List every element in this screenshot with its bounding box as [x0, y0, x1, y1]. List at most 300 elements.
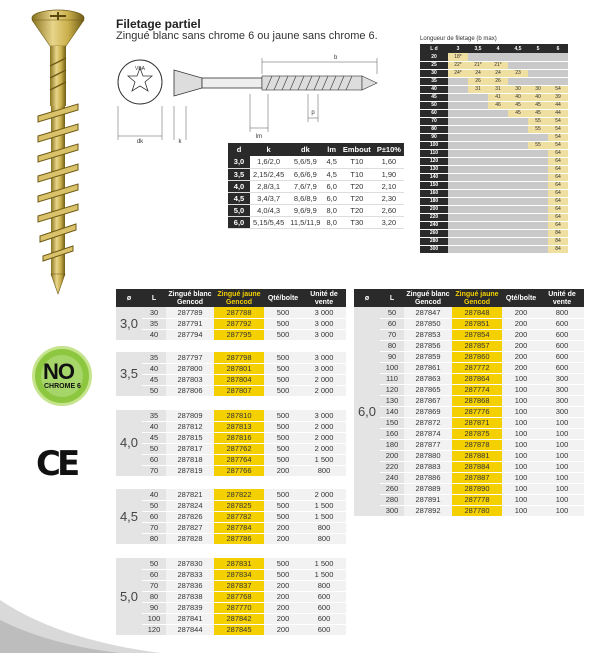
grid-row: [420, 213, 568, 221]
label-k: k: [178, 139, 182, 145]
grid-cell: [468, 237, 488, 245]
product-cell: 100: [540, 439, 584, 450]
grid-cell: [448, 101, 468, 109]
product-cell: 180: [380, 439, 404, 450]
grid-cell: 55: [528, 125, 548, 133]
product-row: [354, 395, 584, 406]
product-cell: 35: [142, 318, 166, 329]
grid-length: 140: [420, 173, 448, 181]
page-subtitle: Zingué blanc sans chrome 6 ou jaune sans chrome 6.: [116, 30, 378, 42]
product-cell: 287818: [166, 454, 214, 465]
product-cell: 60: [142, 569, 166, 580]
product-cell: 287865: [404, 384, 452, 395]
product-header: L: [380, 289, 404, 309]
grid-row: [420, 157, 568, 165]
product-cell: 40: [142, 421, 166, 432]
dim-cell: 1,90: [374, 168, 404, 180]
grid-cell: [528, 197, 548, 205]
product-cell: 287792: [214, 318, 264, 329]
grid-cell: 21*: [488, 61, 508, 69]
grid-cell: 84: [548, 245, 568, 253]
product-row: [354, 428, 584, 439]
product-cell: 50: [142, 500, 166, 511]
product-cell: 3 000: [302, 318, 346, 329]
grid-row: [420, 133, 568, 141]
dim-header: d: [228, 143, 250, 156]
product-cell: 287822: [214, 489, 264, 500]
product-cell: 50: [142, 385, 166, 396]
product-row: [116, 385, 346, 396]
product-cell: 287789: [166, 307, 214, 318]
thread-length-grid: [420, 44, 568, 254]
product-cell: 287770: [214, 602, 264, 613]
grid-row: [420, 173, 568, 181]
product-header: Unité de vente: [302, 289, 346, 309]
product-row: [354, 472, 584, 483]
product-cell: 500: [264, 318, 302, 329]
product-cell: 100: [502, 406, 540, 417]
product-cell: 260: [380, 483, 404, 494]
dim-header: dk: [287, 143, 323, 156]
label-b: b: [334, 55, 338, 61]
product-cell: 287828: [166, 533, 214, 544]
product-cell: 287810: [214, 410, 264, 421]
grid-cell: [508, 189, 528, 197]
product-cell: 287776: [452, 406, 502, 417]
grid-diameter-header: 3,5: [468, 44, 488, 53]
grid-cell: 24: [488, 69, 508, 77]
product-cell: 80: [380, 340, 404, 351]
product-cell: 100: [502, 450, 540, 461]
grid-cell: [448, 245, 468, 253]
product-cell: 287867: [404, 395, 452, 406]
product-row: [116, 511, 346, 522]
grid-cell: [528, 157, 548, 165]
product-cell: 287880: [404, 450, 452, 461]
product-header: ø: [116, 289, 142, 309]
dim-row: [228, 168, 404, 180]
grid-cell: [468, 229, 488, 237]
product-header: Qté/boîte: [264, 289, 302, 309]
grid-row: [420, 149, 568, 157]
grid-length: 50: [420, 101, 448, 109]
product-cell: 287838: [166, 591, 214, 602]
product-cell: 280: [380, 494, 404, 505]
product-row: [116, 465, 346, 476]
product-cell: 2 000: [302, 443, 346, 454]
grid-cell: 55: [528, 117, 548, 125]
grid-cell: [468, 93, 488, 101]
product-row: [354, 417, 584, 428]
dim-cell: 3,20: [374, 216, 404, 228]
product-cell: 287847: [404, 307, 452, 318]
grid-cell: 24: [468, 69, 488, 77]
grid-cell: [448, 93, 468, 101]
product-row: [354, 307, 584, 318]
product-cell: 287878: [452, 439, 502, 450]
grid-cell: [528, 61, 548, 69]
product-cell: 120: [380, 384, 404, 395]
dim-cell: T20: [340, 192, 374, 204]
dim-cell: 2,30: [374, 192, 404, 204]
product-cell: 287804: [214, 374, 264, 385]
grid-cell: 84: [548, 237, 568, 245]
product-cell: 287864: [452, 373, 502, 384]
product-cell: 50: [380, 307, 404, 318]
grid-cell: [508, 141, 528, 149]
dim-cell: 2,15/2,45: [250, 168, 287, 180]
product-table-header-right: [354, 289, 584, 309]
product-row: [116, 363, 346, 374]
product-cell: 287854: [452, 329, 502, 340]
grid-cell: 54: [548, 133, 568, 141]
product-cell: 287791: [166, 318, 214, 329]
product-group-4-0: [116, 410, 346, 477]
product-cell: 287827: [166, 522, 214, 533]
grid-cell: [488, 53, 508, 61]
dim-cell: 7,6/7,9: [287, 180, 323, 192]
grid-corner: L d: [420, 44, 448, 53]
grid-cell: [508, 173, 528, 181]
grid-cell: [508, 157, 528, 165]
grid-length: 35: [420, 77, 448, 85]
grid-cell: [448, 85, 468, 93]
grid-row: [420, 61, 568, 69]
grid-cell: 30: [528, 85, 548, 93]
label-lm: lm: [255, 134, 263, 140]
badge-sub-text: CHROME 6: [44, 383, 81, 390]
product-group-3-0: [116, 307, 346, 341]
grid-row: [420, 69, 568, 77]
grid-row: [420, 53, 568, 61]
diameter-cell: 3,0: [116, 307, 142, 340]
grid-cell: [468, 181, 488, 189]
product-cell: 500: [264, 454, 302, 465]
grid-cell: [508, 149, 528, 157]
product-cell: 287809: [166, 410, 214, 421]
product-row: [354, 483, 584, 494]
product-row: [116, 307, 346, 318]
product-cell: 500: [264, 569, 302, 580]
product-cell: 287824: [166, 500, 214, 511]
grid-cell: 23: [508, 69, 528, 77]
product-cell: 287869: [404, 406, 452, 417]
product-cell: 287794: [166, 329, 214, 340]
product-cell: 287801: [214, 363, 264, 374]
product-cell: 50: [142, 443, 166, 454]
grid-length: 80: [420, 125, 448, 133]
dim-cell: T10: [340, 168, 374, 180]
grid-cell: [508, 205, 528, 213]
product-row: [116, 454, 346, 465]
grid-cell: [528, 165, 548, 173]
product-cell: 100: [540, 461, 584, 472]
product-cell: 287806: [166, 385, 214, 396]
dim-cell: 1,60: [374, 156, 404, 168]
product-cell: 287778: [452, 494, 502, 505]
grid-cell: [488, 205, 508, 213]
product-cell: 1 500: [302, 558, 346, 569]
product-cell: 287857: [452, 340, 502, 351]
grid-cell: [528, 221, 548, 229]
product-cell: 287784: [214, 522, 264, 533]
product-cell: 100: [502, 384, 540, 395]
dim-cell: 6,6/6,9: [287, 168, 323, 180]
product-cell: 287817: [166, 443, 214, 454]
grid-cell: [488, 197, 508, 205]
product-cell: 80: [142, 591, 166, 602]
product-header: L: [142, 289, 166, 309]
grid-row: [420, 141, 568, 149]
grid-cell: [448, 117, 468, 125]
product-cell: 200: [380, 450, 404, 461]
product-cell: 200: [264, 522, 302, 533]
product-cell: 100: [380, 362, 404, 373]
product-cell: 160: [380, 428, 404, 439]
grid-cell: 26: [488, 77, 508, 85]
product-cell: 200: [264, 465, 302, 476]
product-cell: 287786: [214, 533, 264, 544]
grid-row: [420, 165, 568, 173]
grid-cell: 31: [488, 85, 508, 93]
product-row: [116, 318, 346, 329]
product-cell: 200: [264, 613, 302, 624]
grid-cell: [448, 221, 468, 229]
head-marking-text: VBA: [134, 66, 146, 72]
grid-row: [420, 189, 568, 197]
diameter-cell: 5,0: [116, 558, 142, 635]
dim-header: Embout: [340, 143, 374, 156]
grid-length: 40: [420, 85, 448, 93]
product-cell: 90: [380, 351, 404, 362]
grid-cell: [468, 245, 488, 253]
product-cell: 300: [540, 395, 584, 406]
product-row: [354, 505, 584, 516]
product-cell: 240: [380, 472, 404, 483]
product-row: [354, 373, 584, 384]
grid-row: [420, 101, 568, 109]
product-cell: 287826: [166, 511, 214, 522]
grid-cell: [548, 61, 568, 69]
grid-cell: [448, 237, 468, 245]
product-row: [354, 384, 584, 395]
product-cell: 2 000: [302, 432, 346, 443]
product-cell: 600: [540, 329, 584, 340]
product-cell: 287807: [214, 385, 264, 396]
grid-cell: 40: [508, 93, 528, 101]
grid-cell: [468, 109, 488, 117]
grid-row: [420, 109, 568, 117]
page-title: Filetage partiel: [116, 17, 201, 31]
product-cell: 500: [264, 374, 302, 385]
product-cell: 287812: [166, 421, 214, 432]
product-cell: 1 500: [302, 500, 346, 511]
product-cell: 287797: [166, 352, 214, 363]
grid-cell: [448, 77, 468, 85]
grid-cell: 31: [468, 85, 488, 93]
grid-cell: [528, 237, 548, 245]
product-cell: 287830: [166, 558, 214, 569]
grid-cell: 64: [548, 157, 568, 165]
grid-cell: [508, 221, 528, 229]
screw-illustration: [28, 6, 88, 296]
grid-cell: [488, 189, 508, 197]
product-cell: 3 000: [302, 352, 346, 363]
grid-cell: [468, 189, 488, 197]
product-cell: 200: [264, 602, 302, 613]
product-cell: 500: [264, 352, 302, 363]
product-cell: 287871: [452, 417, 502, 428]
dim-cell: 4,5: [323, 168, 339, 180]
product-cell: 287780: [452, 505, 502, 516]
dim-header: k: [250, 143, 287, 156]
grid-row: [420, 181, 568, 189]
grid-row: [420, 237, 568, 245]
product-cell: 100: [540, 505, 584, 516]
grid-cell: [448, 181, 468, 189]
dim-cell: 6,0: [228, 216, 250, 228]
product-cell: 287813: [214, 421, 264, 432]
grid-cell: [468, 157, 488, 165]
grid-cell: [448, 229, 468, 237]
product-row: [116, 352, 346, 363]
grid-cell: [448, 205, 468, 213]
badge-main-text: NO: [43, 359, 74, 384]
product-cell: 2 000: [302, 385, 346, 396]
product-cell: 287825: [214, 500, 264, 511]
grid-cell: [488, 165, 508, 173]
grid-row: [420, 245, 568, 253]
grid-cell: [508, 117, 528, 125]
product-row: [354, 340, 584, 351]
product-cell: 287816: [214, 432, 264, 443]
product-cell: 600: [302, 613, 346, 624]
no-chrome6-badge: [32, 346, 92, 406]
grid-cell: [488, 125, 508, 133]
grid-cell: 54: [548, 125, 568, 133]
dim-cell: 6,0: [323, 180, 339, 192]
grid-row: [420, 85, 568, 93]
dim-cell: 8,6/8,9: [287, 192, 323, 204]
product-cell: 2 000: [302, 489, 346, 500]
product-cell: 200: [502, 318, 540, 329]
product-cell: 35: [142, 352, 166, 363]
dim-cell: 2,8/3,1: [250, 180, 287, 192]
ce-mark: CE: [36, 444, 77, 484]
product-cell: 287853: [404, 329, 452, 340]
product-cell: 100: [502, 395, 540, 406]
product-cell: 287774: [452, 384, 502, 395]
product-row: [116, 489, 346, 500]
product-cell: 287772: [452, 362, 502, 373]
product-cell: 287863: [404, 373, 452, 384]
product-cell: 30: [142, 307, 166, 318]
product-row: [116, 329, 346, 340]
grid-cell: [468, 117, 488, 125]
grid-cell: [488, 173, 508, 181]
grid-cell: 44: [548, 109, 568, 117]
product-cell: 800: [302, 465, 346, 476]
grid-cell: [488, 213, 508, 221]
grid-cell: [508, 77, 528, 85]
grid-length: 30: [420, 69, 448, 77]
product-cell: 287872: [404, 417, 452, 428]
grid-row: [420, 117, 568, 125]
grid-cell: [528, 173, 548, 181]
grid-cell: 54: [548, 141, 568, 149]
product-cell: 287850: [404, 318, 452, 329]
grid-cell: 46: [488, 101, 508, 109]
product-cell: 800: [302, 522, 346, 533]
decorative-swoosh: [0, 560, 160, 653]
product-cell: 287890: [452, 483, 502, 494]
product-cell: 287803: [166, 374, 214, 385]
dim-cell: 3,4/3,7: [250, 192, 287, 204]
dim-cell: 5,15/5,45: [250, 216, 287, 228]
grid-cell: [508, 181, 528, 189]
product-cell: 100: [502, 472, 540, 483]
product-cell: 200: [502, 329, 540, 340]
dim-row: [228, 180, 404, 192]
product-cell: 100: [540, 428, 584, 439]
product-cell: 300: [540, 406, 584, 417]
product-cell: 45: [142, 374, 166, 385]
dim-cell: 4,0: [228, 180, 250, 192]
product-cell: 287821: [166, 489, 214, 500]
product-cell: 100: [540, 450, 584, 461]
product-cell: 500: [264, 385, 302, 396]
grid-length: 130: [420, 165, 448, 173]
product-cell: 800: [302, 533, 346, 544]
grid-row: [420, 197, 568, 205]
grid-cell: 45: [528, 109, 548, 117]
grid-cell: [528, 77, 548, 85]
product-cell: 100: [502, 461, 540, 472]
grid-row: [420, 221, 568, 229]
product-cell: 200: [264, 580, 302, 591]
product-cell: 1 500: [302, 454, 346, 465]
dim-cell: 2,60: [374, 204, 404, 216]
label-p: p: [311, 110, 315, 116]
product-cell: 50: [142, 558, 166, 569]
product-cell: 600: [540, 318, 584, 329]
grid-cell: 64: [548, 221, 568, 229]
grid-length: 280: [420, 237, 448, 245]
grid-cell: [468, 125, 488, 133]
grid-length: 100: [420, 141, 448, 149]
product-row: [354, 439, 584, 450]
grid-length: 20: [420, 53, 448, 61]
product-cell: 600: [540, 362, 584, 373]
product-cell: 500: [264, 363, 302, 374]
product-cell: 600: [540, 351, 584, 362]
product-row: [116, 410, 346, 421]
product-cell: 300: [540, 373, 584, 384]
product-cell: 100: [540, 417, 584, 428]
grid-cell: [468, 53, 488, 61]
product-cell: 287844: [166, 624, 214, 635]
product-cell: 200: [264, 591, 302, 602]
product-cell: 100: [540, 494, 584, 505]
grid-cell: [508, 165, 528, 173]
product-cell: 500: [264, 558, 302, 569]
grid-length: 150: [420, 181, 448, 189]
grid-cell: [528, 213, 548, 221]
product-row: [354, 450, 584, 461]
product-cell: 60: [142, 454, 166, 465]
product-cell: 287764: [214, 454, 264, 465]
product-row: [116, 500, 346, 511]
